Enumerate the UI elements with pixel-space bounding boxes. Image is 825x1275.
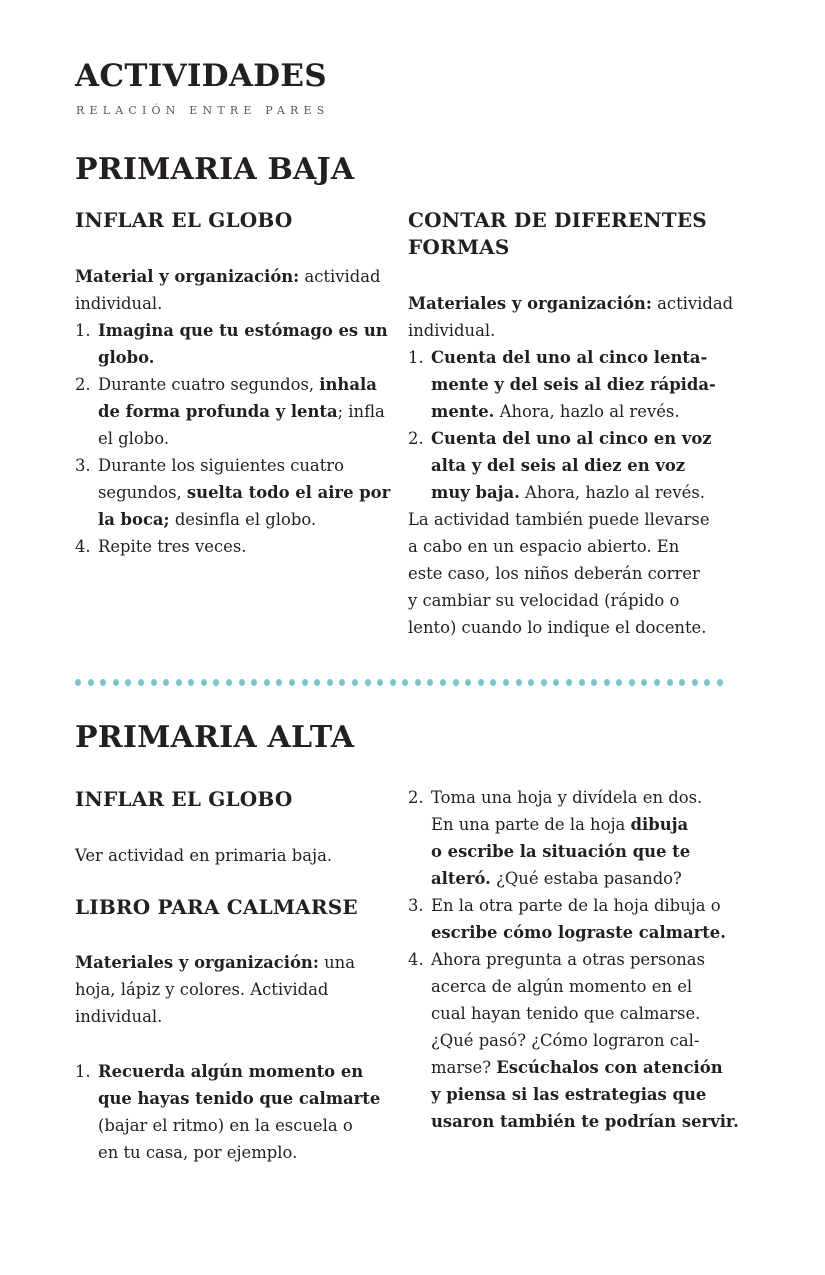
text: actividad [299,267,381,286]
bold-text: usaron también te podrían servir. [431,1112,739,1131]
divider-dot [641,679,647,686]
divider-dot [188,679,194,686]
text: desinfla el globo. [169,510,317,529]
bold-text: alta y del seis al diez en voz [431,456,686,475]
text: ¿Qué estaba pasando? [490,869,682,888]
text-line [75,263,381,290]
divider-dot [264,679,270,686]
text-line [98,344,154,371]
text-line [431,479,705,506]
list-number: 1. [408,348,424,367]
section-heading-primaria-baja: PRIMARIA BAJA [75,152,355,187]
divider-dot [692,679,698,686]
text-line [431,425,712,452]
bold-text: Materiales y organización: [408,294,652,313]
divider-dot [151,679,157,686]
divider-dot [365,679,371,686]
bold-text: escribe cómo lograste calmarte. [431,923,726,942]
divider-dot [579,679,585,686]
divider-dot [478,679,484,686]
text-line [431,811,688,838]
text: individual. [408,321,496,340]
divider-dot [415,679,421,686]
list-number: 3. [75,456,91,475]
divider-dot [490,679,496,686]
divider-dot [339,679,345,686]
text-line [431,1054,723,1081]
divider-dot [516,679,522,686]
text-line [98,1139,297,1166]
text: una [318,953,356,972]
divider-dot [654,679,660,686]
list-number: 1. [75,1062,91,1081]
text: acerca de algún momento en el [431,977,693,996]
text-line [431,1108,739,1135]
activity-heading-contar-line-2: FORMAS [408,235,510,259]
divider-dot [717,679,723,686]
divider-dot [528,679,534,686]
text-line [75,949,355,976]
bold-text: Cuenta del uno al cinco lenta- [431,348,708,367]
text: segundos, [98,483,187,502]
bold-text: mente y del seis al diez rápida- [431,375,716,394]
text: En la otra parte de la hoja dibuja o [431,896,721,915]
divider-dot [553,679,559,686]
divider-dot [453,679,459,686]
divider-dot [201,679,207,686]
text: (bajar el ritmo) en la escuela o [98,1116,353,1135]
text-line [431,344,707,371]
text-line [431,919,726,946]
divider-dot [402,679,408,686]
bold-text: muy baja. [431,483,520,502]
text-line [98,398,385,425]
text-line [431,784,702,811]
bold-text: y piensa si las estrategias que [431,1085,707,1104]
text-line [408,560,700,587]
divider-dot [113,679,119,686]
bold-text: globo. [98,348,155,367]
activity-heading-inflar-globo-alta: INFLAR EL GLOBO [75,787,293,811]
page-subtitle: RELACIÓN ENTRE PARES [76,104,330,117]
text-line [98,479,390,506]
text-line [431,892,721,919]
divider-dot [251,679,257,686]
text-line [408,587,679,614]
divider-dot [314,679,320,686]
divider-dot [679,679,685,686]
divider-dot [138,679,144,686]
text-line [75,976,328,1003]
section-heading-primaria-alta: PRIMARIA ALTA [75,720,355,755]
divider-dot [704,679,710,686]
divider-dot [591,679,597,686]
dotted-divider [75,679,723,687]
text: y cambiar su velocidad (rápido o [408,591,680,610]
divider-dot [604,679,610,686]
text: actividad [651,294,734,313]
text: Durante los siguientes cuatro [98,456,344,475]
text-line [408,614,706,641]
text: individual. [75,294,163,313]
text: este caso, los niños deberán correr [408,564,700,583]
divider-dot [427,679,433,686]
divider-dot [503,679,509,686]
activity-heading-inflar-globo: INFLAR EL GLOBO [75,208,293,232]
divider-dot [75,679,81,686]
bold-text: Materiales y organización: [75,953,319,972]
text-line [98,533,246,560]
divider-dot [566,679,572,686]
text: Ahora, hazlo al revés. [519,483,705,502]
list-number: 2. [75,375,91,394]
list-number: 2. [408,788,424,807]
divider-dot [390,679,396,686]
text: el globo. [98,429,170,448]
divider-dot [377,679,383,686]
divider-dot [302,679,308,686]
bold-text: mente. [431,402,495,421]
divider-dot [616,679,622,686]
text-line [431,973,692,1000]
text-line [98,1085,380,1112]
bold-text: que hayas tenido que calmarte [98,1089,381,1108]
bold-text: de forma profunda y lenta [98,402,338,421]
text: marse? [431,1058,497,1077]
bold-text: Cuenta del uno al cinco en voz [431,429,712,448]
text-line [408,506,710,533]
text-line [408,317,495,344]
text-line [98,425,169,452]
divider-dot [667,679,673,686]
text-line [98,506,316,533]
text-line [431,371,716,398]
inflar-globo-alta-text: Ver actividad en primaria baja. [75,846,333,865]
text-line [75,290,162,317]
text: a cabo en un espacio abierto. En [408,537,680,556]
divider-dot [289,679,295,686]
text: cual hayan tenido que calmarse. [431,1004,701,1023]
list-number: 2. [408,429,424,448]
divider-dot [276,679,282,686]
text-line [431,865,682,892]
text: ; infla [337,402,385,421]
divider-dot [239,679,245,686]
divider-dot [629,679,635,686]
divider-dot [465,679,471,686]
divider-dot [163,679,169,686]
list-number: 4. [408,950,424,969]
bold-text: Material y organización: [75,267,300,286]
divider-dot [440,679,446,686]
text-line [431,946,705,973]
divider-dot [213,679,219,686]
text-line [408,290,733,317]
text: individual. [75,1007,163,1026]
list-number: 1. [75,321,91,340]
bold-text: Recuerda algún momento en [98,1062,364,1081]
text: ¿Qué pasó? ¿Cómo lograron cal- [431,1031,700,1050]
activity-heading-libro-calmarse: LIBRO PARA CALMARSE [75,895,358,919]
divider-dot [125,679,131,686]
text: Toma una hoja y divídela en dos. [431,788,703,807]
bold-text: suelta todo el aire por [186,483,391,502]
bold-text: Imagina que tu estómago es un [98,321,388,340]
text: Durante cuatro segundos, [98,375,320,394]
text-line [431,398,680,425]
divider-dot [176,679,182,686]
text-line [75,1003,162,1030]
text-line [431,838,690,865]
bold-text: alteró. [431,869,491,888]
text-line [98,371,377,398]
text-line [431,1000,700,1027]
list-number: 3. [408,896,424,915]
text: La actividad también puede llevarse [408,510,710,529]
page-title: ACTIVIDADES [75,58,327,94]
divider-dot [352,679,358,686]
text-line [431,1081,706,1108]
bold-text: la boca; [98,510,170,529]
divider-dot [88,679,94,686]
list-number: 4. [75,537,91,556]
text: lento) cuando lo indique el docente. [408,618,707,637]
text: en tu casa, por ejemplo. [98,1143,298,1162]
divider-dot [100,679,106,686]
text-line [98,317,388,344]
bold-text: o escribe la situación que te [431,842,691,861]
bold-text: Escúchalos con atención [496,1058,723,1077]
bold-text: inhala [319,375,377,394]
divider-dot [327,679,333,686]
divider-dot [226,679,232,686]
text: Ahora, hazlo al revés. [494,402,680,421]
text-line [98,1112,353,1139]
text: Repite tres veces. [98,537,247,556]
text-line [98,1058,363,1085]
text-line [431,452,685,479]
text-line [98,452,344,479]
bold-text: dibuja [630,815,689,834]
text: hoja, lápiz y colores. Actividad [75,980,329,999]
text: En una parte de la hoja [431,815,631,834]
text-line [431,1027,699,1054]
divider-dot [541,679,547,686]
activity-heading-contar-line-1: CONTAR DE DIFERENTES [408,208,707,232]
text-line [408,533,679,560]
text: Ahora pregunta a otras personas [431,950,705,969]
